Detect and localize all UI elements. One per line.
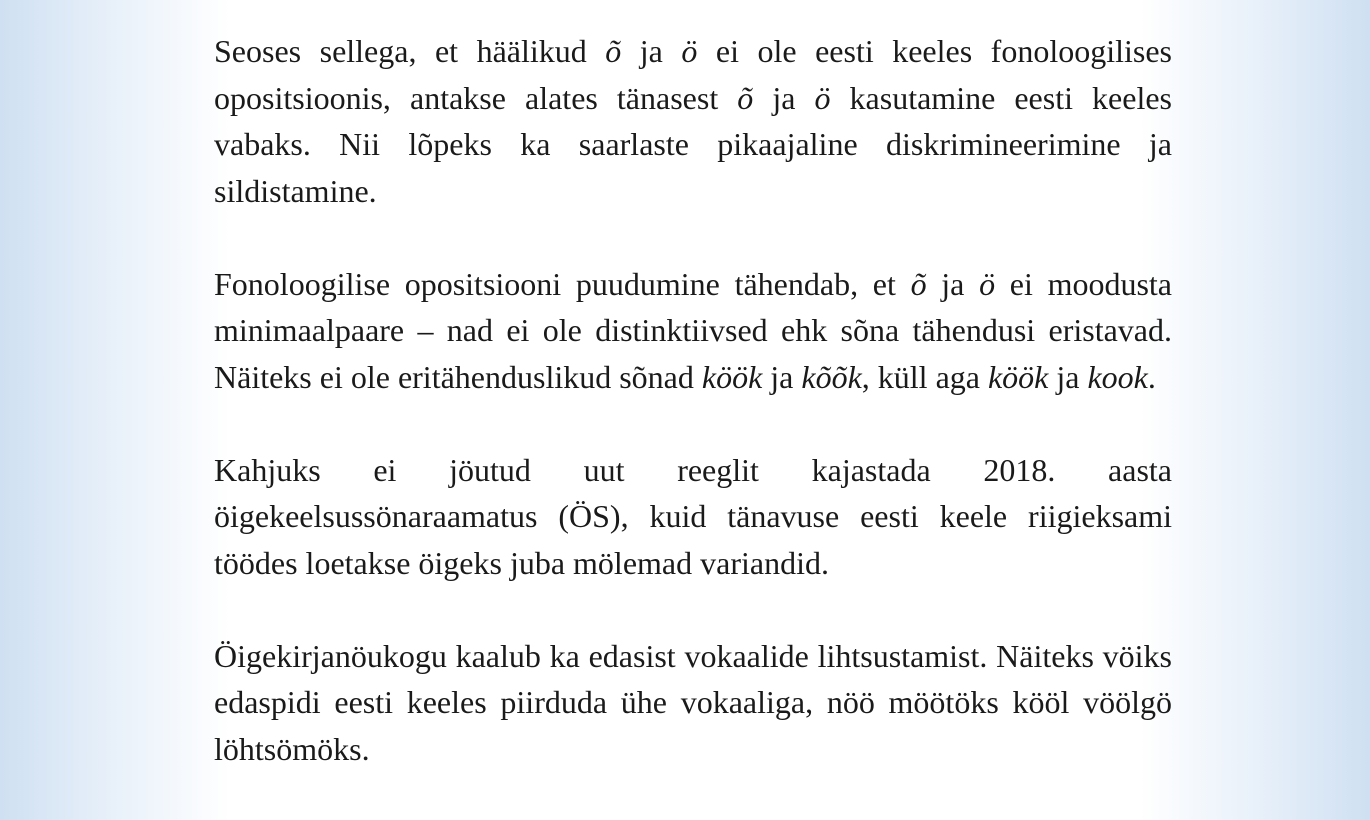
background-gradient-left [0, 0, 230, 820]
paragraph-3: Kahjuks ei jöutud uut reeglit kajastada 2018. aasta öigekeelsussönaraamatus (ÖS), kuid tänavuse eesti keele riigieksami töödes loetakse öigeks juba mölemad variandid. [214, 451, 1172, 581]
background-gradient-right [1140, 0, 1370, 820]
document-body [214, 28, 1172, 772]
paragraph-1: Seoses sellega, et häälikud õ ja ö ei ole eesti keeles fonoloogilises opositsioonis, antakse alates tänasest õ ja ö kasutamine eesti keeles vabaks. Nii lõpeks ka saarlaste pikaajaline diskrimineerimine ja sildistamine. [214, 33, 1173, 209]
paragraph-4: Öigekirjanöukogu kaalub ka edasist vokaalide lihtsustamist. Näiteks vöiks edaspidi eesti keeles piirduda ühe vokaaliga, nöö möötöks kööl vöölgö löhtsömöks. [214, 637, 1172, 767]
paragraph-2: Fonoloogilise opositsiooni puudumine tähendab, et õ ja ö ei moodusta minimaalpaare – nad ei ole distinktiivsed ehk sõna tähendusi eristavad. Näiteks ei ole eritähenduslikud sõnad köök ja kõõk, küll aga köök ja kook. [214, 265, 1173, 395]
